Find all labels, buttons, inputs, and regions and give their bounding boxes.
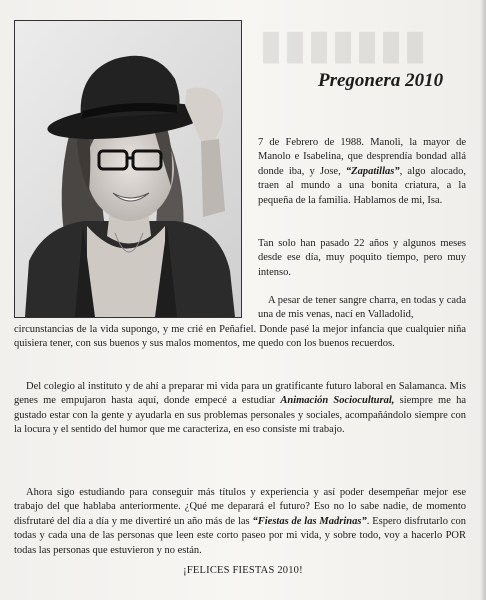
page-title: Pregonera 2010 [318,70,444,91]
festival-emphasis: “Fiestas de las Madrinas” [252,515,367,527]
bleed-through-text: ▮▮▮▮▮▮▮ [260,23,429,67]
paragraph-lead: A pesar de tener sangre charra, en todas y cada una de mis venas, nací en Valladolid, [258,295,466,321]
paragraph-text: Del colegio al instituto y de ahí a preparar mi vida para un gratificante futuro laboral en Salamanca. Mis genes me empujaron hasta aquí, donde empecé a estudiar [14,381,466,407]
paragraph-text: siempre me ha gustado estar con la gente y ayudarla en sus problemas personales y sociales, acompañándolo siempre con la locura y el sentido del humor que me caracteriza, en eso consiste mi trabajo. [14,395,466,436]
portrait-photo-icon [15,21,241,317]
nickname-emphasis: “Zapatillas” [345,165,400,177]
portrait-photo [14,20,242,318]
paragraph-future [14,486,466,558]
paragraph-text: Ahora sigo estudiando para conseguir más títulos y experiencia y así poder desempeñar mejor ese trabajo del que hablaba anteriormente. ¿Qué me deparará el futuro? Eso no lo sabe nadie, de momento disfrutaré del día a día y me divertiré un año más de las [14,487,466,527]
paragraph-studies [14,380,466,438]
paragraph-text: . Espero disfrutarlo con todas y cada una de las personas que leen este corto paseo por mi vida, y sobre todo, voy a hacerlo POR todas las personas que estuvieron y no están. [14,515,466,556]
paragraph-text: 7 de Febrero de 1988. Manoli, la mayor de Manolo e Isabelina, que desprendía bondad allá donde iba, y Jose, [258,137,466,177]
paragraph-text: , algo alocado, traen al mundo a una bonita criatura, a la pequeña de la familia. Hablamos de mi, Isa. [258,165,466,206]
page-edge-shadow [480,0,486,600]
paragraph-birth [258,136,466,208]
degree-emphasis: Animación Sociocultural, [280,395,395,407]
closing-greeting: ¡FELICES FIESTAS 2010! [183,565,303,576]
paragraph-text: circunstancias de la vida supongo, y me crié en Peñafiel. Donde pasé la mejor infancia que cualquier niña quisiera tener, con sus buenos y sus malos momentos, me quedo con los buenos recuerdos. [14,323,466,350]
paragraph-age: Tan solo han pasado 22 años y algunos meses desde ese día, muy poquito tiempo, pero muy intenso. [258,238,466,278]
paragraph-origin [14,294,466,352]
